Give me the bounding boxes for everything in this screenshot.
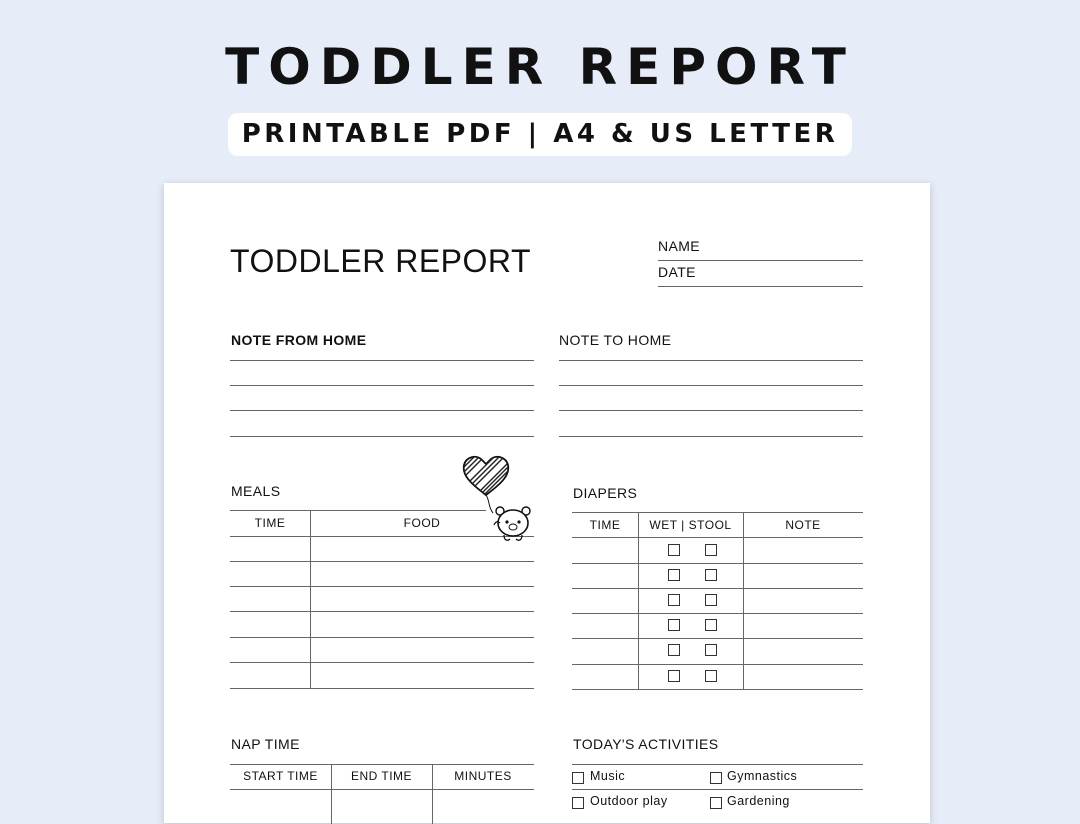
note-to-home-label: NOTE TO HOME	[559, 332, 672, 348]
nap-col-start: START TIME	[243, 769, 318, 783]
meals-col-food: FOOD	[403, 516, 441, 530]
activity-gymnastics-checkbox[interactable]	[710, 772, 722, 784]
stool-checkbox[interactable]	[705, 594, 717, 606]
nap-top-rule	[230, 764, 534, 765]
stool-checkbox[interactable]	[705, 619, 717, 631]
diapers-top-rule	[572, 512, 863, 513]
wet-checkbox[interactable]	[668, 594, 680, 606]
sheet-title: TODDLER REPORT	[230, 243, 531, 279]
activity-music-checkbox[interactable]	[572, 772, 584, 784]
note-from-home-line[interactable]	[230, 385, 534, 386]
meals-row[interactable]	[230, 637, 534, 638]
stool-checkbox[interactable]	[705, 670, 717, 682]
diapers-row[interactable]	[572, 664, 863, 665]
diapers-row[interactable]	[572, 537, 863, 538]
diapers-col-wet-stool: WET | STOOL	[649, 518, 732, 532]
nap-col-minutes: MINUTES	[454, 769, 512, 783]
meals-heading: MEALS	[231, 483, 281, 499]
wet-checkbox[interactable]	[668, 670, 680, 682]
note-from-home-label: NOTE FROM HOME	[231, 332, 367, 348]
activity-outdoor-checkbox[interactable]	[572, 797, 584, 809]
date-label: DATE	[658, 264, 696, 280]
banner-subtitle: PRINTABLE PDF | A4 & US LETTER	[228, 113, 852, 156]
note-to-home-line[interactable]	[559, 385, 863, 386]
wet-checkbox[interactable]	[668, 544, 680, 556]
wet-checkbox[interactable]	[668, 569, 680, 581]
activities-top-rule	[572, 764, 863, 765]
name-label: NAME	[658, 238, 701, 254]
nap-divider	[432, 764, 433, 824]
nap-divider	[331, 764, 332, 824]
diapers-row[interactable]	[572, 638, 863, 639]
diapers-col-note: NOTE	[785, 518, 821, 532]
note-to-home-line[interactable]	[559, 436, 863, 437]
banner-title: TODDLER REPORT	[225, 38, 855, 96]
stool-checkbox[interactable]	[705, 544, 717, 556]
note-from-home-line[interactable]	[230, 360, 534, 361]
diapers-col-time: TIME	[589, 518, 621, 532]
diapers-row[interactable]	[572, 563, 863, 564]
note-to-home-line[interactable]	[559, 410, 863, 411]
diapers-row[interactable]	[572, 613, 863, 614]
nap-col-end: END TIME	[350, 769, 413, 783]
note-from-home-line[interactable]	[230, 436, 534, 437]
wet-checkbox[interactable]	[668, 619, 680, 631]
nap-heading: NAP TIME	[231, 736, 300, 752]
meals-row[interactable]	[230, 662, 534, 663]
note-to-home-line[interactable]	[559, 360, 863, 361]
meals-row[interactable]	[230, 611, 534, 612]
bear-balloon-illustration	[460, 451, 540, 541]
activities-heading: TODAY'S ACTIVITIES	[573, 736, 719, 752]
diapers-row[interactable]	[572, 588, 863, 589]
date-line[interactable]	[658, 286, 863, 287]
wet-checkbox[interactable]	[668, 644, 680, 656]
meals-row[interactable]	[230, 688, 534, 689]
activity-outdoor-label: Outdoor play	[590, 794, 668, 808]
name-line[interactable]	[658, 260, 863, 261]
report-sheet	[164, 183, 930, 823]
meals-col-time: TIME	[254, 516, 286, 530]
activity-gymnastics-label: Gymnastics	[727, 769, 798, 783]
meals-row[interactable]	[230, 561, 534, 562]
activity-gardening-checkbox[interactable]	[710, 797, 722, 809]
diapers-heading: DIAPERS	[573, 485, 638, 501]
stool-checkbox[interactable]	[705, 569, 717, 581]
activity-gardening-label: Gardening	[727, 794, 790, 808]
stool-checkbox[interactable]	[705, 644, 717, 656]
meals-row[interactable]	[230, 586, 534, 587]
meals-top-rule	[230, 510, 486, 511]
diapers-row[interactable]	[572, 689, 863, 690]
activity-music-label: Music	[590, 769, 626, 783]
activities-row-rule	[572, 789, 863, 790]
note-from-home-line[interactable]	[230, 410, 534, 411]
nap-row[interactable]	[230, 789, 534, 790]
